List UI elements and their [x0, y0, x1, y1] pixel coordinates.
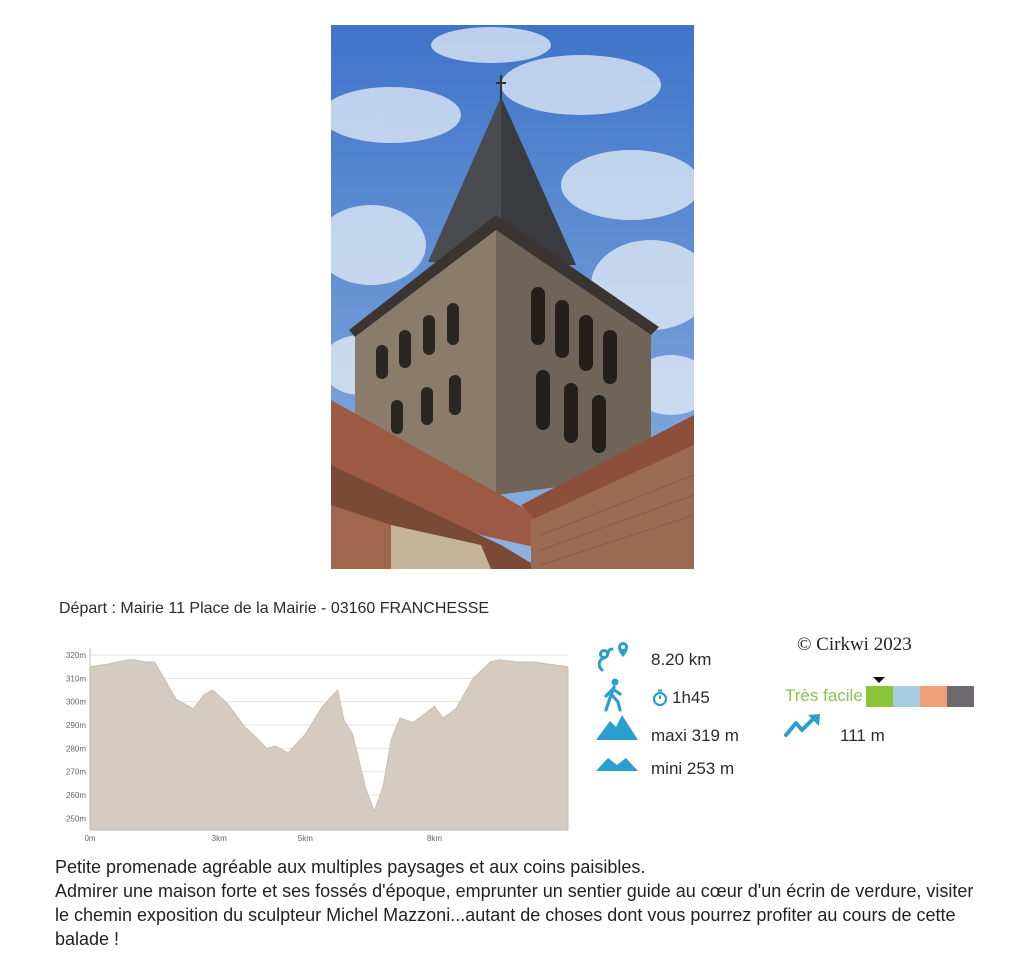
x-tick-label: 8km — [426, 834, 443, 843]
difficulty-level-3 — [920, 686, 947, 707]
difficulty-level-4 — [947, 686, 974, 707]
route-pin-icon — [596, 640, 632, 674]
y-tick-label: 280m — [65, 744, 86, 754]
mountain-peak-icon — [596, 713, 638, 741]
altitude-min: mini 253 m — [651, 759, 735, 778]
elevation-profile-chart — [58, 640, 573, 845]
y-tick-label: 320m — [65, 651, 86, 660]
difficulty-marker-icon — [873, 677, 885, 683]
x-tick-label: 0m — [84, 834, 96, 843]
description-intro: Petite promenade agréable aux multiples paysages et aux coins paisibles. — [55, 857, 646, 877]
elevation-gain-arrow-icon — [784, 713, 822, 739]
stopwatch-icon — [652, 689, 668, 706]
difficulty-scale — [866, 686, 976, 707]
description-body: Admirer une maison forte et ses fossés d'époque, emprunter un sentier guide au cœur d'un écrin de verdure, visiter le chemin exposition du sculpteur Michel Mazzoni...autant de choses dont vous pourrez profiter au cours de cette balade ! — [55, 881, 974, 949]
x-tick-label: 3km — [211, 834, 227, 843]
church-tower-photo — [331, 25, 694, 569]
y-tick-label: 300m — [65, 697, 86, 707]
y-tick-label: 250m — [65, 814, 86, 824]
difficulty-level-2 — [893, 686, 920, 707]
elevation-gain-value: 111 m — [840, 726, 885, 745]
y-tick-label: 270m — [65, 767, 86, 777]
start-location: Départ : Mairie 11 Place de la Mairie - 03160 FRANCHESSE — [59, 600, 490, 617]
y-tick-label: 260m — [65, 791, 86, 800]
x-tick-label: 5km — [297, 834, 313, 843]
description — [55, 855, 985, 951]
difficulty-label: Très facile — [785, 686, 863, 705]
copyright: © Cirkwi 2023 — [797, 634, 912, 655]
elevation-area — [90, 660, 568, 830]
y-tick-label: 310m — [65, 674, 86, 684]
difficulty-level-1 — [866, 686, 893, 707]
distance-value: 8.20 km — [651, 650, 712, 669]
duration-value: 1h45 — [672, 688, 710, 707]
valley-icon — [596, 756, 638, 772]
y-tick-label: 290m — [65, 721, 86, 730]
altitude-max: maxi 319 m — [651, 726, 739, 745]
hiker-icon — [600, 678, 628, 712]
